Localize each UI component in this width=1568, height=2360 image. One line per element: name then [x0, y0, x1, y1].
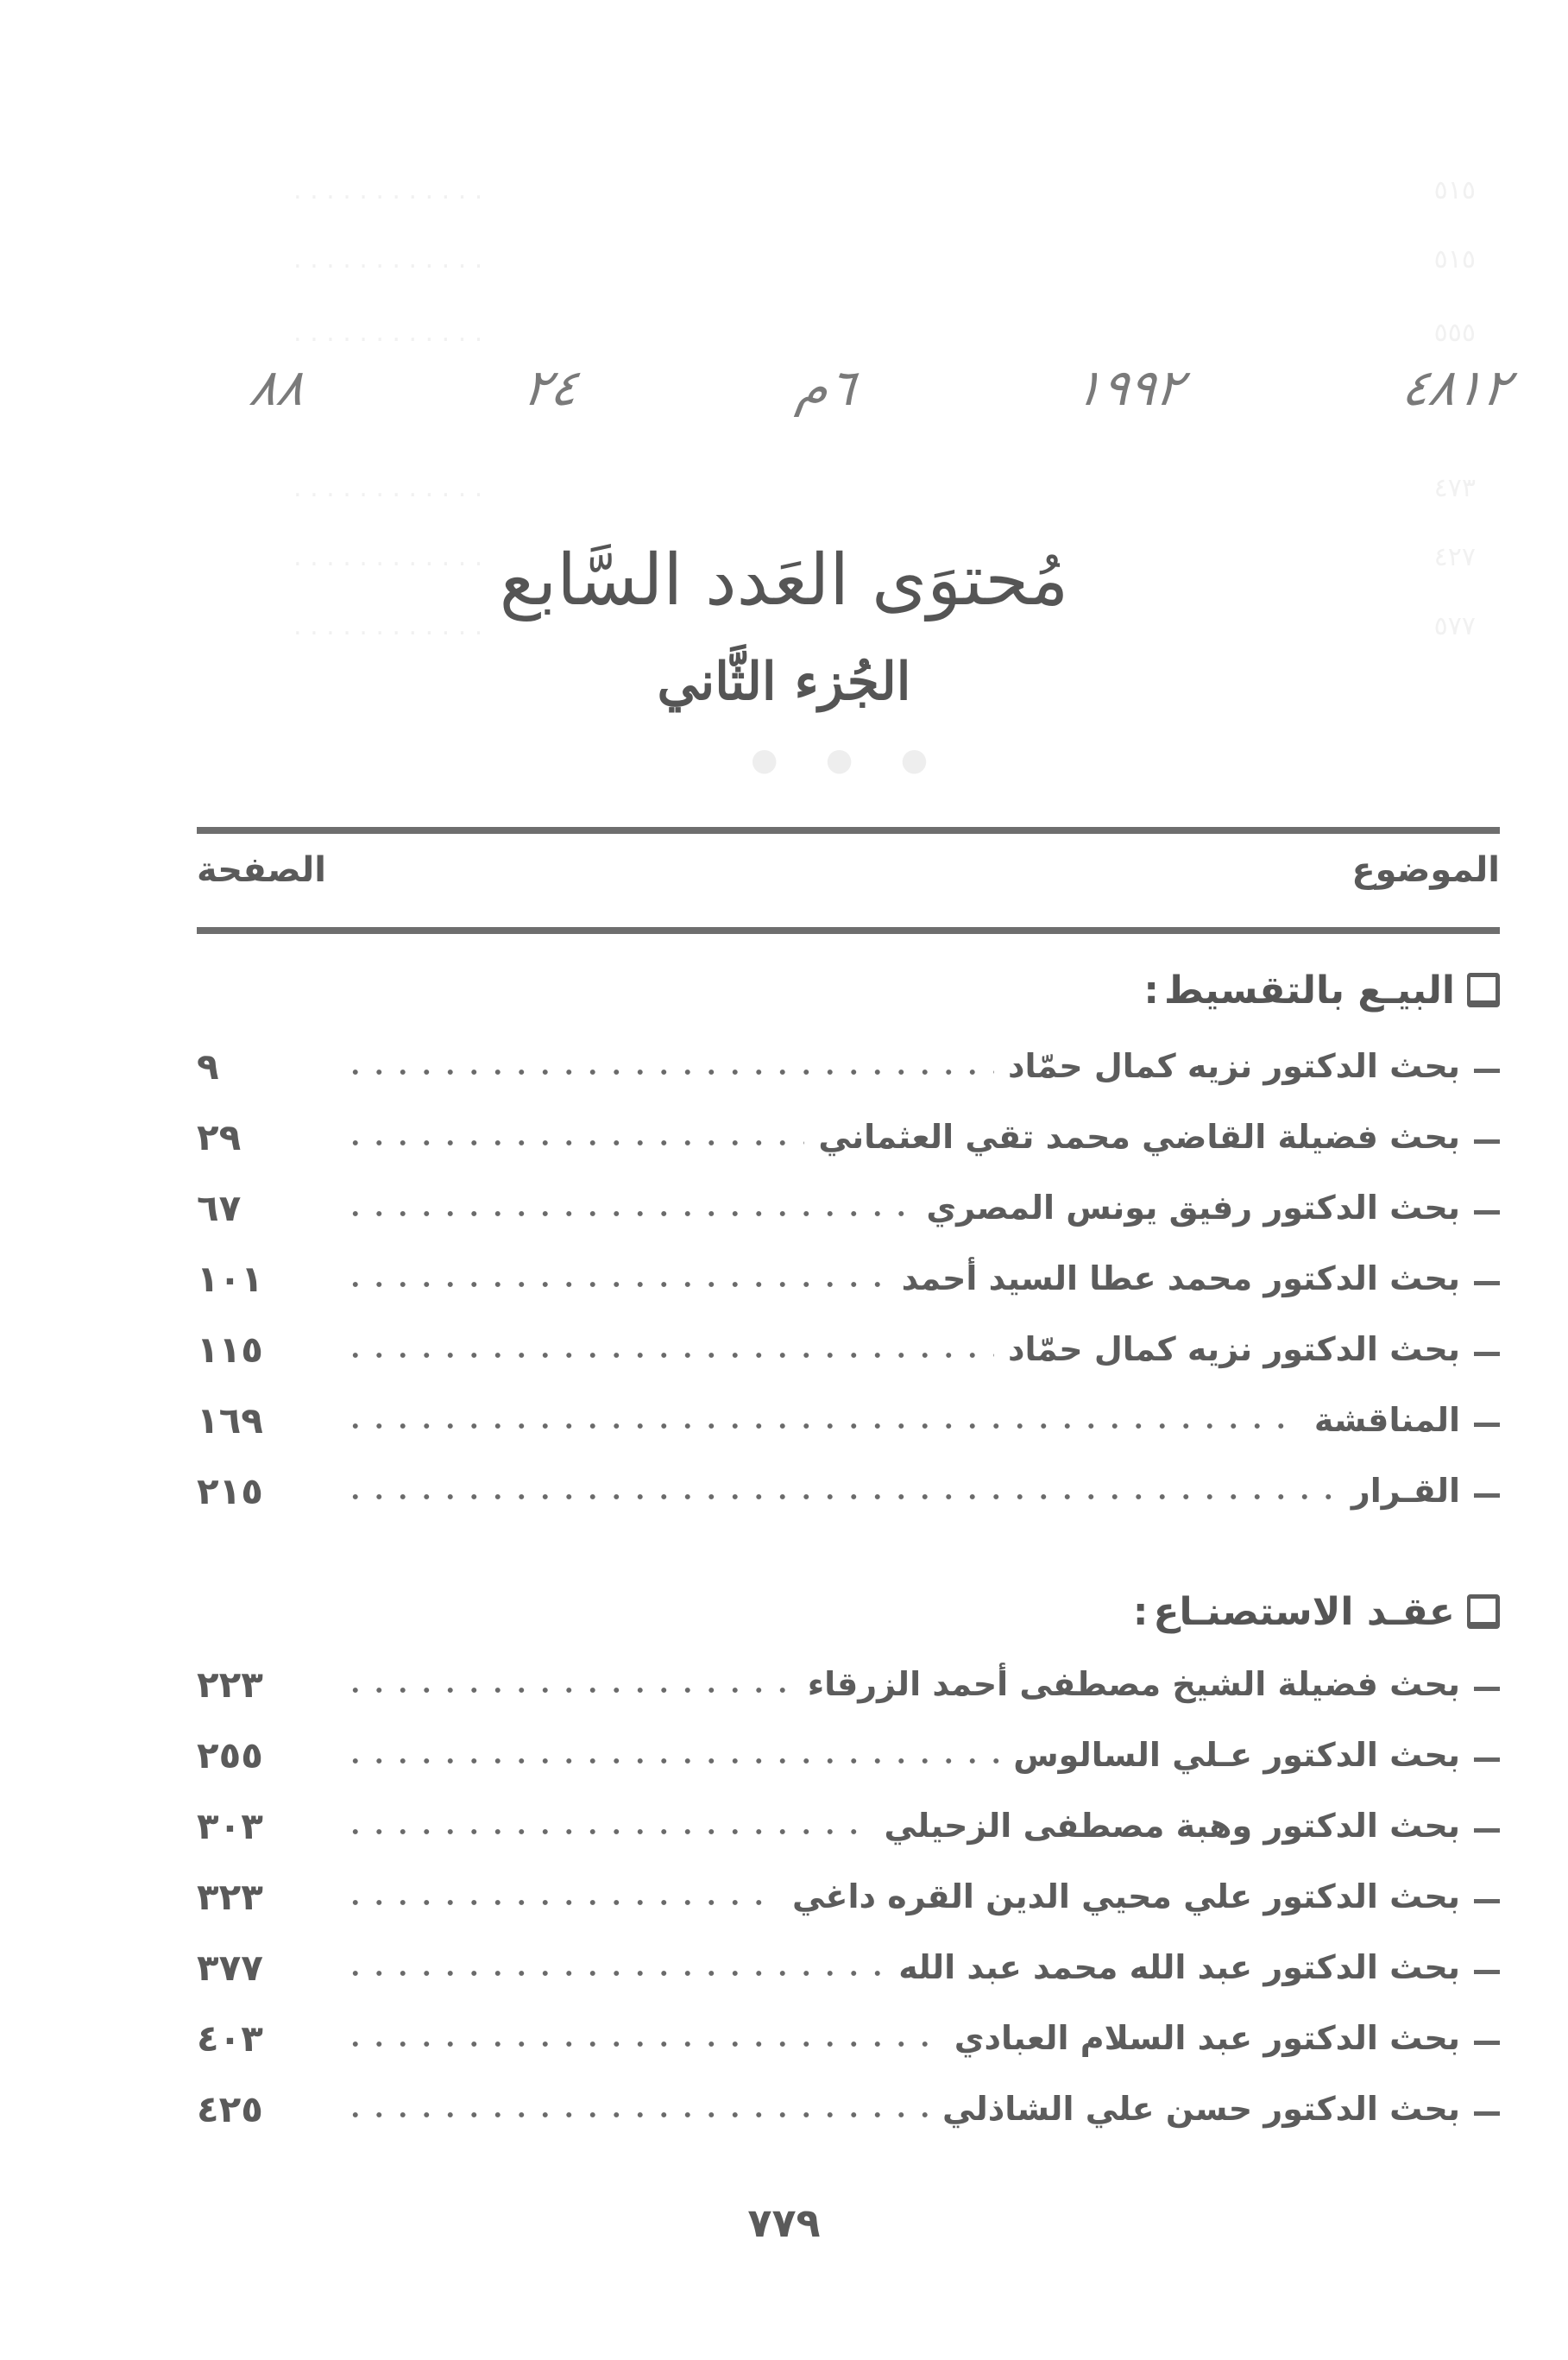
toc-entry-page: ٤٠٣: [197, 2016, 263, 2060]
dot-leader: [343, 1827, 871, 1836]
toc-entry[interactable]: [197, 1861, 1500, 1932]
page-title: مُحتوَى العَدد السَّابع: [499, 539, 1069, 622]
toc-entry-title: بحث الدكتور علي محيي الدين القره داغي: [792, 1877, 1460, 1915]
dash-bullet-icon: [1474, 1139, 1500, 1144]
toc-entry-page: ٣٧٧: [197, 1946, 263, 1989]
dot-leader: [343, 1139, 804, 1147]
handwritten-part: ٢٤: [520, 358, 582, 417]
bleed-through-line: ٥١٥ . . . . . . . . . . . .: [293, 243, 1476, 274]
toc-entry[interactable]: [197, 1243, 1500, 1314]
toc-entry[interactable]: [197, 1172, 1500, 1243]
toc-entry[interactable]: [197, 1932, 1500, 2003]
section-heading: [197, 960, 1500, 1020]
toc-entry-title: بحث الدكتور حسن علي الشاذلي: [942, 2090, 1460, 2128]
toc-entry-page: ٢٩: [197, 1115, 242, 1158]
toc-entry-page: ١٦٩: [197, 1398, 263, 1442]
bleed-through-line: ٥٥٥ . . . . . . . . . . . .: [293, 317, 1476, 348]
dash-bullet-icon: [1474, 1970, 1500, 1974]
toc-section: [197, 1581, 1500, 2144]
toc-entry[interactable]: [197, 1720, 1500, 1790]
header-rule-top: [197, 827, 1500, 834]
toc-entry-title: بحث الدكتور محمد عطا السيد أحمد: [901, 1259, 1460, 1297]
header-rule-bottom: [197, 927, 1500, 934]
toc-entry-title: بحث الدكتور نزيه كمال حمّاد: [1007, 1047, 1460, 1085]
bleed-through-line: ٤٧٣ . . . . . . . . . . . .: [293, 472, 1476, 503]
dot-leader: [343, 1492, 1338, 1501]
column-header-page: الصفحة: [197, 850, 327, 890]
page-subtitle: الجُزء الثَّاني: [657, 651, 911, 712]
dot-leader: [343, 1351, 994, 1360]
toc-entry-title: المناقشة: [1313, 1401, 1460, 1439]
dot-leader: [343, 1422, 1300, 1430]
toc-entry-page: ٢٥٥: [197, 1733, 263, 1776]
dash-bullet-icon: [1474, 1352, 1500, 1356]
toc-entry-page: ٢١٥: [197, 1469, 263, 1512]
dot-leader: [343, 1068, 994, 1076]
dash-bullet-icon: [1474, 1828, 1500, 1833]
toc-entry-page: ١١٥: [197, 1328, 263, 1371]
toc-entry-page: ٣٢٣: [197, 1875, 263, 1918]
checkbox-square-icon: [1467, 1594, 1500, 1629]
checkbox-square-icon: [1467, 973, 1500, 1007]
toc-entry-title: بحث فضيلة الشيخ مصطفى أحمد الزرقاء: [807, 1665, 1460, 1703]
handwritten-annotation: [246, 358, 1514, 417]
toc-entry-title: بحث الدكتور عبد السلام العبادي: [954, 2019, 1460, 2057]
toc-entry-title: بحث الدكتور عبد الله محمد عبد الله: [898, 1948, 1460, 1986]
section-heading-colon: :: [1143, 968, 1160, 1013]
toc-entry[interactable]: [197, 1455, 1500, 1526]
toc-entry-page: ٤٢٥: [197, 2087, 263, 2130]
toc-entry[interactable]: [197, 1385, 1500, 1455]
toc-entry[interactable]: [197, 2003, 1500, 2073]
bleed-through-line: ٤٢٧ . . . . . . . . . . . .: [293, 541, 1476, 572]
toc-entry-page: ٢٢٣: [197, 1663, 263, 1706]
toc-entry-title: بحث فضيلة القاضي محمد تقي العثماني: [818, 1118, 1460, 1156]
section-heading-colon: :: [1132, 1589, 1149, 1634]
dash-bullet-icon: [1474, 1493, 1500, 1498]
toc-entry-page: ٦٧: [197, 1186, 242, 1229]
toc-entry-title: بحث الدكتور رفيق يونس المصري: [926, 1189, 1460, 1227]
bleed-through-line: ٥٧٧ . . . . . . . . . . . .: [293, 610, 1476, 641]
dot-leader: [343, 1969, 885, 1978]
dash-bullet-icon: [1474, 1423, 1500, 1427]
toc-entry-title: بحث الدكتور وهبة مصطفى الزحيلي: [884, 1807, 1460, 1845]
dot-leader: [343, 1686, 794, 1694]
dash-bullet-icon: [1474, 1069, 1500, 1073]
dash-bullet-icon: [1474, 1899, 1500, 1903]
dash-bullet-icon: [1474, 1210, 1500, 1215]
dash-bullet-icon: [1474, 2041, 1500, 2045]
toc-entry[interactable]: [197, 1790, 1500, 1861]
dash-bullet-icon: [1474, 1757, 1500, 1762]
dash-bullet-icon: [1474, 1281, 1500, 1285]
toc-entry[interactable]: [197, 2073, 1500, 2144]
toc-entry-page: ٣٠٣: [197, 1804, 263, 1847]
toc-entry[interactable]: [197, 1649, 1500, 1720]
dot-leader: [343, 1209, 912, 1218]
dash-bullet-icon: [1474, 1687, 1500, 1691]
dash-bullet-icon: [1474, 2111, 1500, 2116]
handwritten-part: ١٩٩٢: [1071, 358, 1187, 417]
bleed-through-line: ٥١٥ . . . . . . . . . . . .: [293, 174, 1476, 205]
dot-leader: [343, 2111, 929, 2119]
toc-entry-page: ٩: [197, 1044, 219, 1088]
page-number: ٧٧٩: [747, 2199, 821, 2246]
column-header: [197, 850, 1500, 890]
handwritten-part: ٦م: [793, 358, 860, 417]
dot-leader: [343, 1898, 778, 1907]
section-heading: [197, 1581, 1500, 1642]
handwritten-part: ٨٨: [246, 358, 309, 417]
dot-leader: [343, 1757, 999, 1765]
toc-entry-title: بحث الدكتور نزيه كمال حمّاد: [1007, 1330, 1460, 1368]
toc-entry[interactable]: [197, 1314, 1500, 1385]
toc-entry[interactable]: [197, 1031, 1500, 1101]
bleed-through-ornament: ● ● ●: [751, 742, 948, 778]
toc-entry-title: بحث الدكتور عـلي السالوس: [1013, 1736, 1460, 1774]
toc-entry[interactable]: [197, 1101, 1500, 1172]
section-heading-label: البيـع بالتقسيط: [1164, 968, 1455, 1013]
dot-leader: [343, 1280, 888, 1289]
toc-entry-title: القـرار: [1351, 1472, 1460, 1510]
handwritten-part: ٤٨١٢: [1398, 358, 1514, 417]
section-heading-label: عقـد الاستصنـاع: [1153, 1589, 1455, 1634]
toc-entry-page: ١٠١: [197, 1257, 263, 1300]
column-header-topic: الموضوع: [1351, 850, 1500, 890]
toc-section: [197, 960, 1500, 1526]
dot-leader: [343, 2040, 941, 2048]
